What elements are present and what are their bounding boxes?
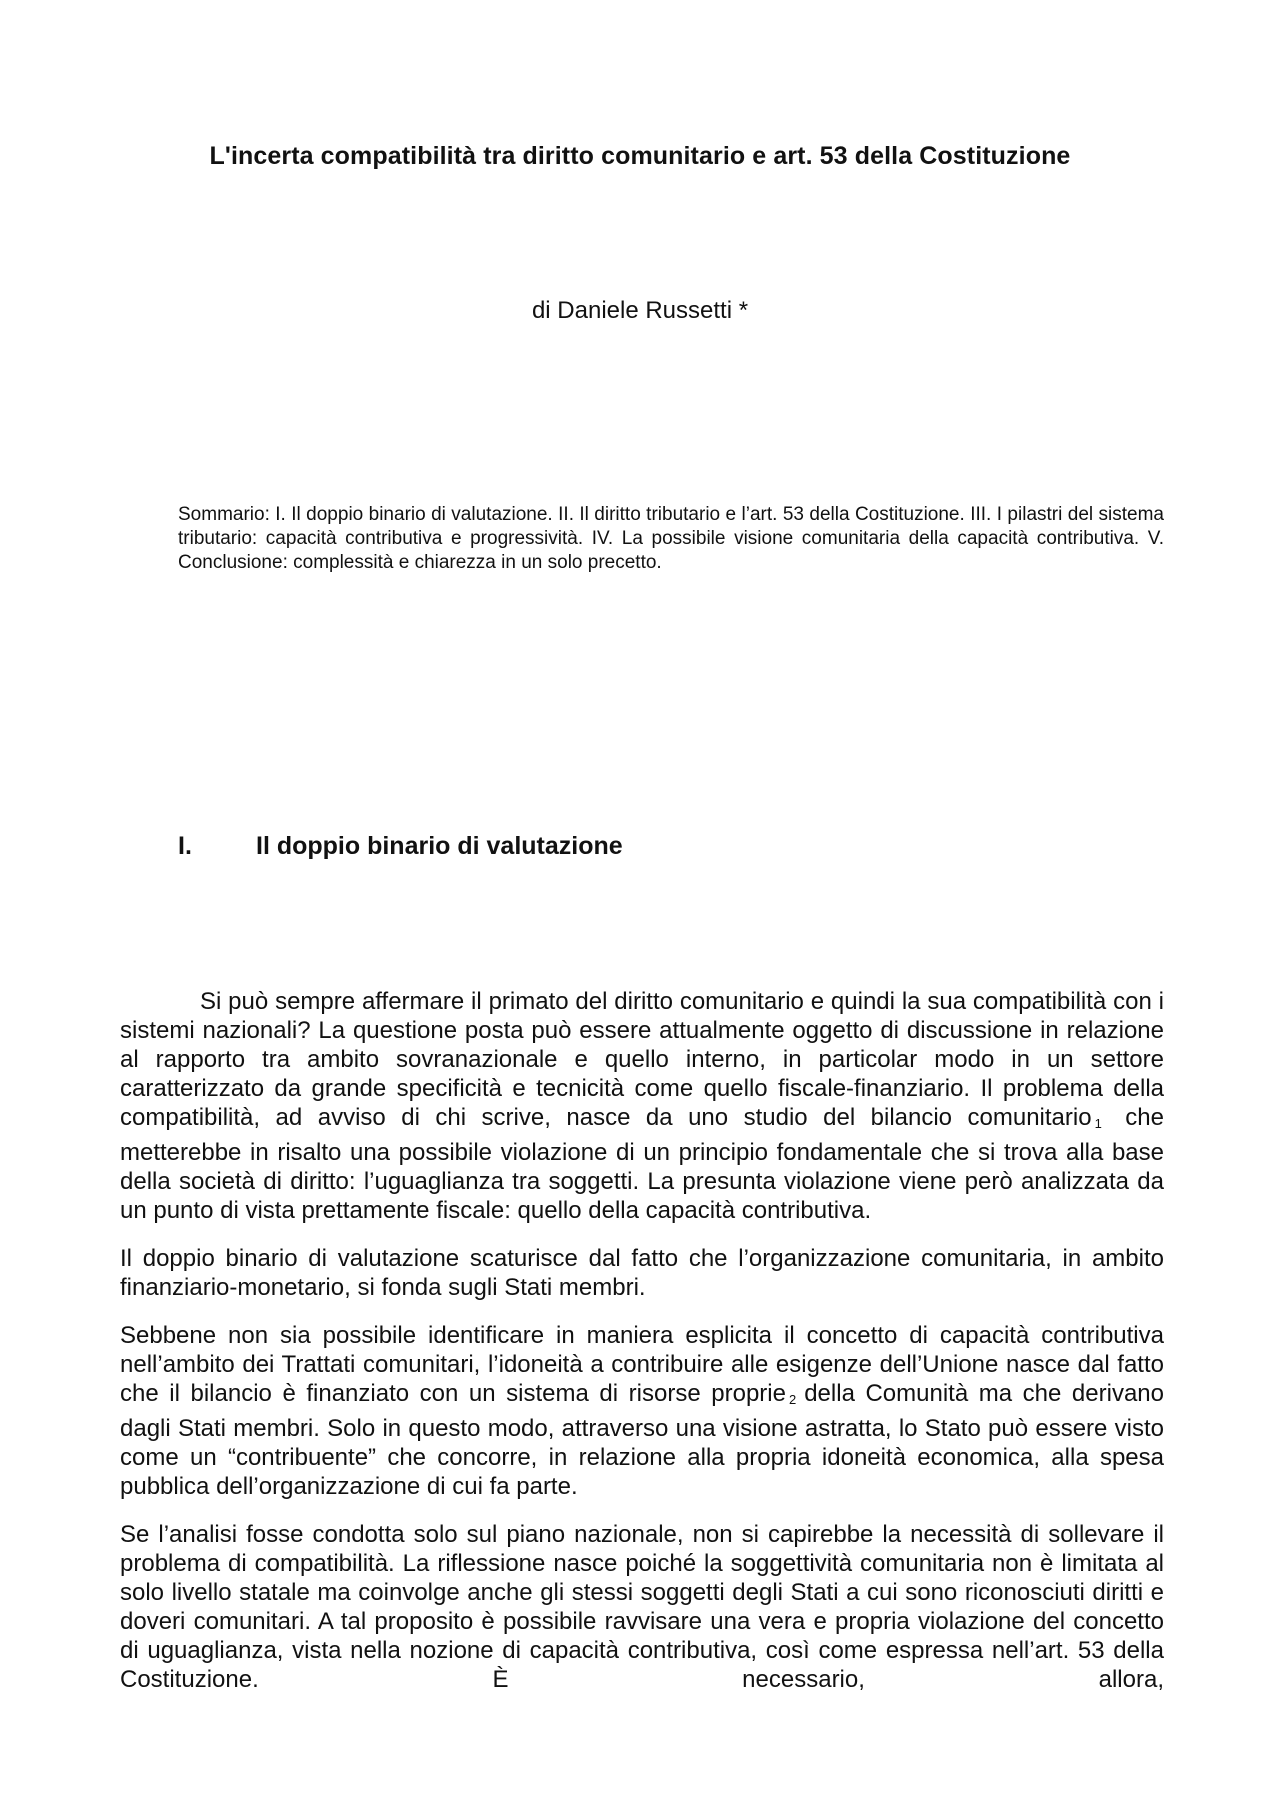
footnote-ref-1[interactable]: 1 (1094, 1116, 1102, 1131)
footnote-ref-2[interactable]: 2 (788, 1392, 797, 1407)
body-paragraph-3 (120, 1321, 1164, 1501)
section-heading (178, 832, 623, 861)
section-number: I. (178, 832, 192, 860)
paragraph-3-text-b: della Comunità ma che derivano dagli Stati membri. Solo in questo modo, attraverso una visione astratta, lo Stato può essere visto come un “contribuente” che concorre, in relazione alla propria idoneità economica, alla spesa pubblica dell’organizzazione di cui fa parte. (120, 1380, 1164, 1500)
body-text (120, 987, 1164, 1694)
paragraph-1-text-a: Si può sempre affermare il primato del diritto comunitario e quindi la sua compatibilità con i sistemi nazionali? La questione posta può essere attualmente oggetto di discussione in relazione al rapporto tra ambito sovranazionale e quello interno, in particolar modo in un settore caratterizzato da grande specificità e tecnicità come quello fiscale-finanziario. Il problema della compatibilità, ad avviso di chi scrive, nasce da uno studio del bilancio comunitario (120, 988, 1164, 1131)
summary-paragraph: Sommario: I. Il doppio binario di valutazione. II. Il diritto tributario e l’art. 53 della Costituzione. III. I pilastri del sistema tributario: capacità contributiva e progressività. IV. La possibile visione comunitaria della capacità contributiva. V. Conclusione: complessità e chiarezza in un solo precetto. (178, 504, 1164, 573)
body-paragraph-4: Se l’analisi fosse condotta solo sul piano nazionale, non si capirebbe la necessità di sollevare il problema di compatibilità. La riflessione nasce poiché la soggettività comunitaria non è limitata al solo livello statale ma coinvolge anche gli stessi soggetti degli Stati a cui sono riconosciuti diritti e doveri comunitari. A tal proposito è possibile ravvisare una vera e propria violazione del concetto di uguaglianza, vista nella nozione di capacità contributiva, così come espressa nell’art. 53 della Costituzione. È necessario, allora, (120, 1521, 1164, 1693)
paragraph-3-text-a: Sebbene non sia possibile identificare in maniera esplicita il concetto di capacità contributiva nell’ambito dei Trattati comunitari, l’idoneità a contribuire alle esigenze dell’Unione nasce dal fatto che il bilancio è finanziato con un sistema di risorse proprie (120, 1322, 1164, 1407)
section-title: Il doppio binario di valutazione (256, 832, 623, 860)
document-title: L'incerta compatibilità tra diritto comunitario e art. 53 della Costituzione (209, 142, 1071, 170)
body-paragraph-1 (120, 987, 1164, 1225)
body-paragraph-2: Il doppio binario di valutazione scaturisce dal fatto che l’organizzazione comunitaria, in ambito finanziario-monetario, si fonda sugli Stati membri. (120, 1245, 1164, 1301)
document-author: di Daniele Russetti * (531, 297, 749, 324)
paragraph-1-text-b: che metterebbe in risalto una possibile violazione di un principio fondamentale che si trova alla base della società di diritto: l’uguaglianza tra soggetti. La presunta violazione viene però analizzata da un punto di vista prettamente fiscale: quello della capacità contributiva. (120, 1104, 1164, 1224)
